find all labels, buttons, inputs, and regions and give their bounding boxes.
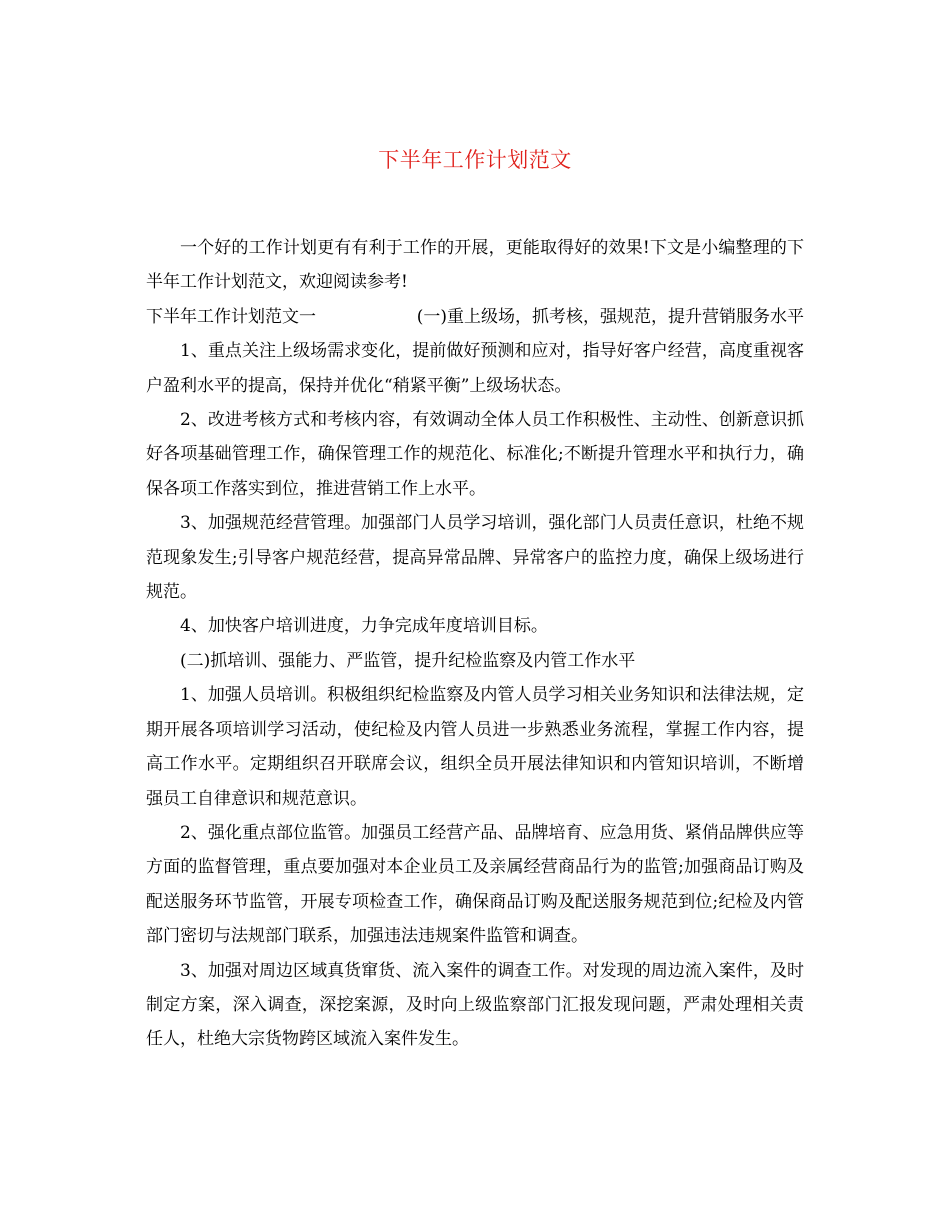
paragraph-2-3: 3、加强对周边区域真货窜货、流入案件的调查工作。对发现的周边流入案件，及时制定方案，深入调查，深挖案源，及时向上级监察部门汇报发现问题，严肃处理相关责任人，杜绝大宗货物跨区域流入案件发生。 <box>146 960 804 1050</box>
section-two-heading: (二)抓培训、强能力、严监管，提升纪检监察及内管工作水平 <box>180 650 636 671</box>
intro-paragraph: 一个好的工作计划更有有利于工作的开展，更能取得好的效果!下文是小编整理的下半年工作计划范文，欢迎阅读参考! <box>146 238 804 293</box>
document-title: 下半年工作计划范文 <box>378 148 572 172</box>
section-one-label: 下半年工作计划范文一 <box>146 306 316 327</box>
section-one-heading-row <box>146 300 804 334</box>
section-one-heading: (一)重上级场，抓考核，强规范，提升营销服务水平 <box>416 306 804 327</box>
paragraph-1-1: 1、重点关注上级场需求变化，提前做好预测和应对，指导好客户经营，高度重视客户盈利水平的提高，保持并优化“稍紧平衡”上级场状态。 <box>146 341 804 396</box>
paragraph-1-4: 4、加快客户培训进度，力争完成年度培训目标。 <box>180 616 548 637</box>
paragraph-2-2: 2、强化重点部位监管。加强员工经营产品、品牌培育、应急用货、紧俏品牌供应等方面的监督管理，重点要加强对本企业员工及亲属经营商品行为的监管;加强商品订购及配送服务环节监管，开展专项检查工作，确保商品订购及配送服务规范到位;纪检及内管部门密切与法规部门联系，加强违法违规案件监管和调查。 <box>146 822 804 947</box>
paragraph-1-2: 2、改进考核方式和考核内容，有效调动全体人员工作积极性、主动性、创新意识抓好各项基础管理工作，确保管理工作的规范化、标准化;不断提升管理水平和执行力，确保各项工作落实到位，推进营销工作上水平。 <box>146 410 804 499</box>
paragraph-2-1: 1、加强人员培训。积极组织纪检监察及内管人员学习相关业务知识和法律法规，定期开展各项培训学习活动，使纪检及内管人员进一步熟悉业务流程，掌握工作内容，提高工作水平。定期组织召开联席会议，组织全员开展法律知识和内管知识培训，不断增强员工自律意识和规范意识。 <box>146 685 804 809</box>
paragraph-1-3: 3、加强规范经营管理。加强部门人员学习培训，强化部门人员责任意识，杜绝不规范现象发生;引导客户规范经营，提高异常品牌、异常客户的监控力度，确保上级场进行规范。 <box>146 513 804 603</box>
document-body <box>146 231 804 1057</box>
